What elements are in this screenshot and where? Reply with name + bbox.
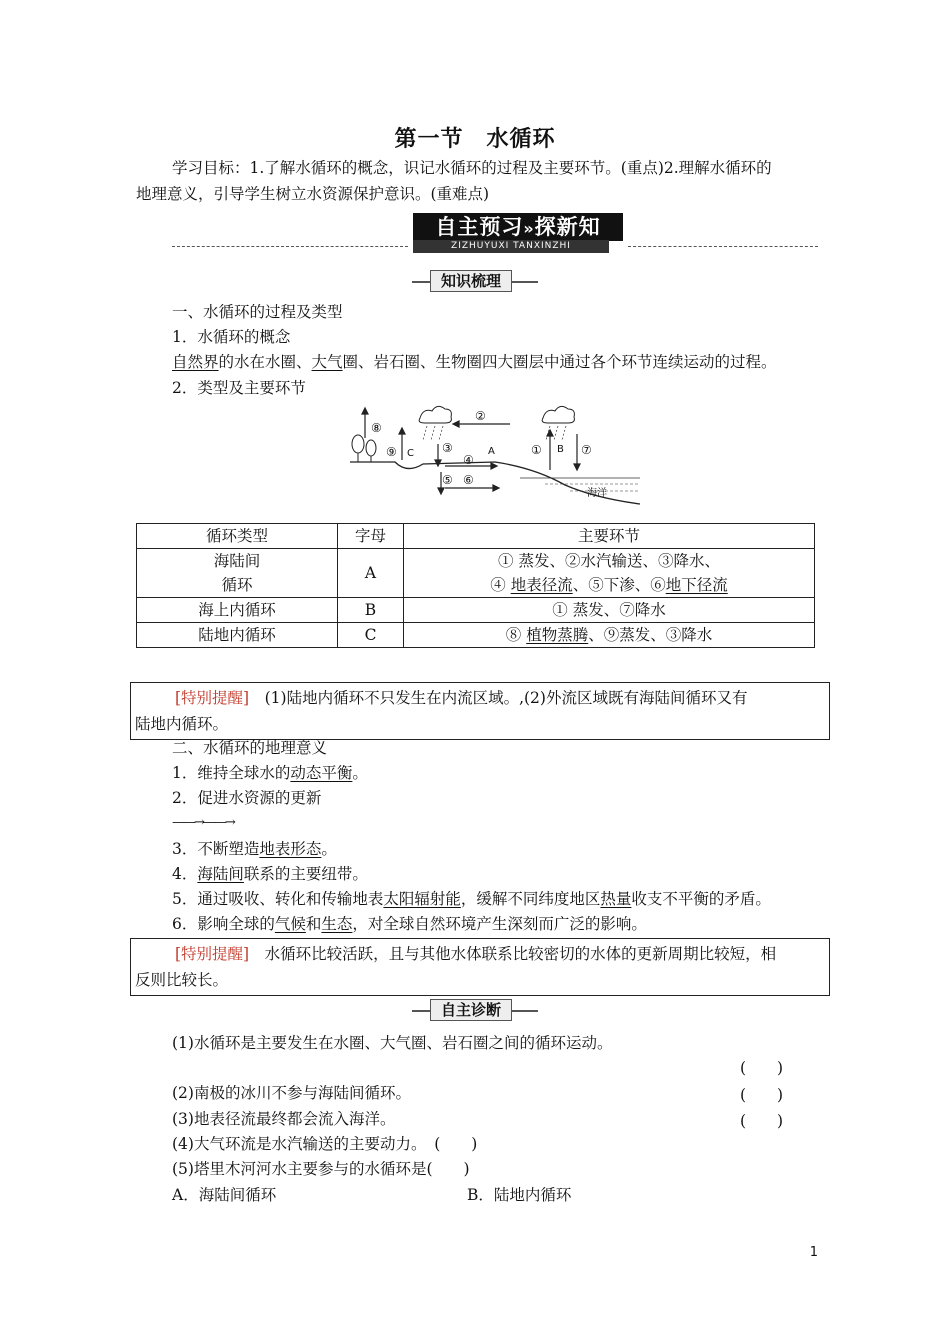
cell-letter: B [338,598,404,623]
answer-paren-q2: ( ) [740,1086,784,1104]
text: 和 [305,915,322,933]
arrow-chain: ——→——→ [172,815,234,830]
steps-line-1: ① 蒸发、②水汽输送、③降水、 [498,552,720,570]
label-C: C [407,448,414,459]
steps-part: ⑧ [505,626,527,644]
quiz-q4: (4)大气环流是水汽输送的主要动力。 ( ) [172,1135,478,1153]
banner-main2: 探新知 [534,215,601,239]
answer-paren-q3: ( ) [740,1112,784,1130]
label-1: ① [531,443,542,457]
objectives-line-2: 地理意义，引导学生树立水资源保护意识。(重难点) [136,185,490,203]
heat: 热量 [600,890,632,908]
cell-type: 海上内循环 [137,598,338,623]
meaning-item-3 [172,836,337,862]
answer-paren-q1: ( ) [740,1059,784,1077]
text: 6．影响全球的 [172,915,275,933]
option-a: A．海陆间循环 [172,1186,277,1204]
reminder-text: 水循环比较活跃，且与其他水体联系比较密切的水体的更新周期比较短，相 [249,945,777,963]
header-letter: 字母 [338,524,404,549]
def-atmosphere: 大气 [311,353,343,371]
climate: 气候 [274,915,306,933]
text: 。 [352,764,368,782]
type-line-2: 循环 [221,576,253,594]
header-steps: 主要环节 [404,524,815,549]
def-text-2: 圈、岩石圈、生物圈四大圈层中通过各个环节连续运动的过程。 [342,353,777,371]
page-title: 第一节 水循环 [394,126,556,152]
banner-main: 自主预习 [435,215,524,239]
label-9: ⑨ [386,445,397,459]
banner-subtitle: ZIZHUYUXI TANXINZHI [413,240,609,253]
option-b: B．陆地内循环 [467,1186,572,1204]
cell-letter: C [338,623,404,648]
surface-form: 地表形态 [259,840,322,858]
groundwater-runoff: 地下径流 [665,576,728,594]
steps-part: 、⑤下渗、⑥ [572,576,666,594]
label-7: ⑦ [581,443,592,457]
meaning-item-2: 2．促进水资源的更新 [172,789,322,807]
lake-water [397,464,421,468]
part1-heading: 一、水循环的过程及类型 [172,303,343,321]
text: ，缓解不同纬度地区 [460,890,601,908]
quiz-q5: (5)塔里木河河水主要参与的水循环是( ) [172,1160,470,1178]
label-B: B [557,444,564,455]
section-diagnosis-badge: 自主诊断 [430,999,512,1021]
label-A: A [488,446,495,457]
banner-arrow: » [523,219,535,238]
part1-item1: 1．水循环的概念 [172,328,291,346]
cell-steps [404,623,815,648]
tree-icon [366,440,376,456]
cell-type: 陆地内循环 [137,623,338,648]
meaning-item-1 [172,760,368,786]
cloud-icon-land [419,406,451,423]
reminder-text: (1)陆地内循环不只发生在内流区域。,(2)外流区域既有海陆间循环又有 [249,689,748,707]
label-5: ⑤ [442,473,453,487]
quiz-q2: (2)南极的冰川不参与海陆间循环。 [172,1084,411,1102]
water-cycle-table [136,523,815,648]
ecology: 生态 [321,915,353,933]
cell-steps [404,549,815,598]
text: ，对全球自然环境产生深刻而广泛的影响。 [352,915,647,933]
def-nature: 自然界 [172,353,219,371]
rain-land [423,426,443,440]
header-type: 循环类型 [137,524,338,549]
label-2: ② [475,409,486,423]
label-6: ⑥ [463,473,474,487]
banner-left-dash [172,246,408,247]
cell-letter: A [338,549,404,598]
tree-icon [352,435,364,453]
table-header-row [137,524,815,549]
meaning-item-4 [172,861,368,887]
objectives-line-1: 学习目标：1.了解水循环的概念，识记水循环的过程及主要环节。(重点)2.理解水循环的 [172,159,772,177]
table-row [137,598,815,623]
surface-runoff: 地表径流 [510,576,573,594]
text: 收支不平衡的矛盾。 [631,890,771,908]
text: 5．通过吸收、转化和传输地表 [172,890,384,908]
steps-line-2 [404,573,814,597]
table-row [137,549,815,598]
text: 3．不断塑造 [172,840,260,858]
text: 。 [321,840,337,858]
special-reminder-box-2 [130,938,830,996]
quiz-q3: (3)地表径流最终都会流入海洋。 [172,1110,396,1128]
cell-type [137,549,338,598]
page-number: 1 [809,1245,818,1260]
label-3: ③ [442,441,453,455]
meaning-item-5 [172,886,771,912]
meaning-item-6 [172,911,647,937]
part1-item2: 2．类型及主要环节 [172,379,306,397]
cell-steps: ① 蒸发、⑦降水 [404,598,815,623]
water-cycle-definition [172,349,777,375]
steps-part: ④ [490,576,511,594]
sea-land: 海陆间 [197,865,244,883]
text: 4． [172,865,198,883]
plant-transpiration: 植物蒸腾 [526,626,589,644]
text: 联系的主要纽带。 [243,865,368,883]
section-banner [413,213,623,241]
steps-part: 、⑨蒸发、③降水 [588,626,713,644]
dynamic-balance: 动态平衡 [290,764,353,782]
quiz-q1: (1)水循环是主要发生在水圈、大气圈、岩石圈之间的循环运动。 [172,1034,613,1052]
text: 1．维持全球水的 [172,764,291,782]
water-cycle-diagram [345,400,645,512]
cloud-icon-sea [542,406,574,423]
reminder-tag: [特别提醒] [175,945,250,963]
table-row [137,623,815,648]
label-ocean: 海洋 [587,488,607,499]
solar-radiation: 太阳辐射能 [383,890,461,908]
section-knowledge-badge: 知识梳理 [430,270,512,292]
reminder-text: 反则比较长。 [135,971,229,989]
banner-right-dash [628,246,818,247]
type-line-1: 海陆间 [213,552,261,570]
label-8: ⑧ [371,421,382,435]
reminder-tag: [特别提醒] [175,689,250,707]
reminder-text: 陆地内循环。 [135,715,229,733]
label-4: ④ [463,453,474,467]
def-text-1: 的水在水圈、 [218,353,312,371]
part2-heading: 二、水循环的地理意义 [172,739,328,757]
special-reminder-box-1 [130,682,830,740]
